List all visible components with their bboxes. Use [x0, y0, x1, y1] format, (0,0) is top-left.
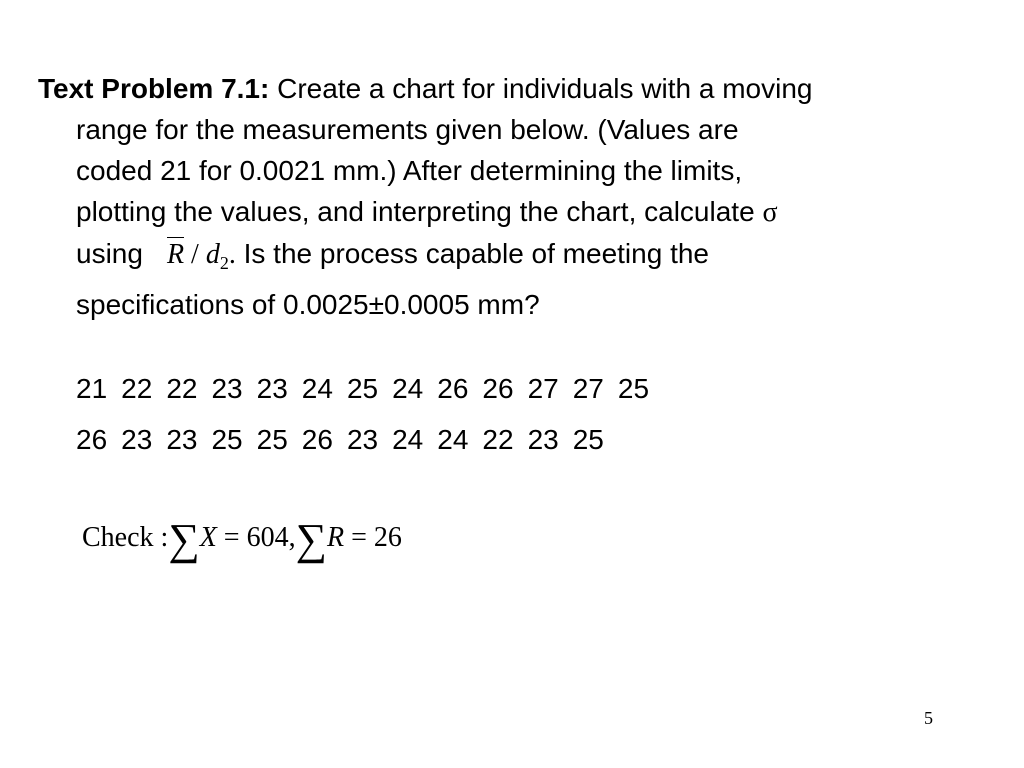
problem-line-5-text: Is the process capable of meeting the	[235, 238, 709, 269]
sum-r-value: = 26	[344, 522, 402, 553]
problem-statement	[38, 68, 998, 325]
x-variable: X	[199, 522, 217, 553]
problem-label: Text Problem 7.1:	[38, 73, 270, 104]
summation-symbol: ∑	[295, 515, 327, 564]
problem-line-3: coded 21 for 0.0021 mm.) After determining the limits,	[76, 155, 743, 186]
r-over-d2-formula	[167, 234, 236, 284]
formula-dot: .	[228, 239, 236, 270]
data-value: 24	[392, 373, 424, 404]
data-value: 23	[121, 424, 153, 455]
data-value: 25	[256, 424, 288, 455]
data-value: 23	[527, 424, 559, 455]
data-value: 25	[617, 373, 650, 404]
sigma-symbol: σ	[762, 197, 778, 228]
data-value: 22	[121, 373, 153, 404]
problem-line-1	[38, 68, 998, 109]
data-value: 21	[76, 373, 108, 404]
data-value: 23	[211, 373, 243, 404]
data-value: 26	[482, 373, 514, 404]
r-bar: R	[167, 234, 184, 275]
problem-line-1-text: Create a chart for individuals with a moving	[269, 73, 813, 104]
data-value: 27	[572, 373, 604, 404]
check-equation	[82, 514, 402, 565]
data-value: 26	[437, 373, 469, 404]
check-label: Check :	[82, 522, 169, 553]
data-row-2	[76, 424, 618, 456]
data-value: 23	[346, 424, 379, 455]
r-variable: R	[326, 522, 345, 553]
data-value: 24	[392, 424, 424, 455]
formula-subscript: 2	[219, 253, 229, 273]
problem-line-5	[38, 233, 998, 284]
data-value: 24	[437, 424, 469, 455]
problem-line-2: range for the measurements given below. (Values are	[76, 114, 739, 145]
data-value: 23	[166, 424, 198, 455]
data-value: 26	[76, 424, 108, 455]
data-value: 22	[482, 424, 514, 455]
page-number: 5	[924, 708, 933, 728]
formula-d: d	[205, 239, 220, 270]
problem-line-4	[38, 191, 998, 233]
data-value: 25	[346, 373, 379, 404]
data-value: 27	[527, 373, 559, 404]
sum-x-value: = 604,	[216, 522, 296, 553]
using-text: using	[76, 238, 143, 269]
summation-symbol: ∑	[168, 515, 200, 564]
data-value: 26	[301, 424, 333, 455]
data-row-1	[76, 373, 663, 405]
formula-slash: /	[184, 239, 206, 270]
problem-line-4-text: plotting the values, and interpreting the chart, calculate	[76, 196, 763, 227]
data-value: 25	[572, 424, 604, 455]
data-value: 23	[256, 373, 288, 404]
data-value: 24	[301, 373, 333, 404]
problem-line-6: specifications of 0.0025±0.0005 mm?	[76, 289, 540, 320]
data-value: 25	[211, 424, 243, 455]
data-value: 22	[166, 373, 198, 404]
